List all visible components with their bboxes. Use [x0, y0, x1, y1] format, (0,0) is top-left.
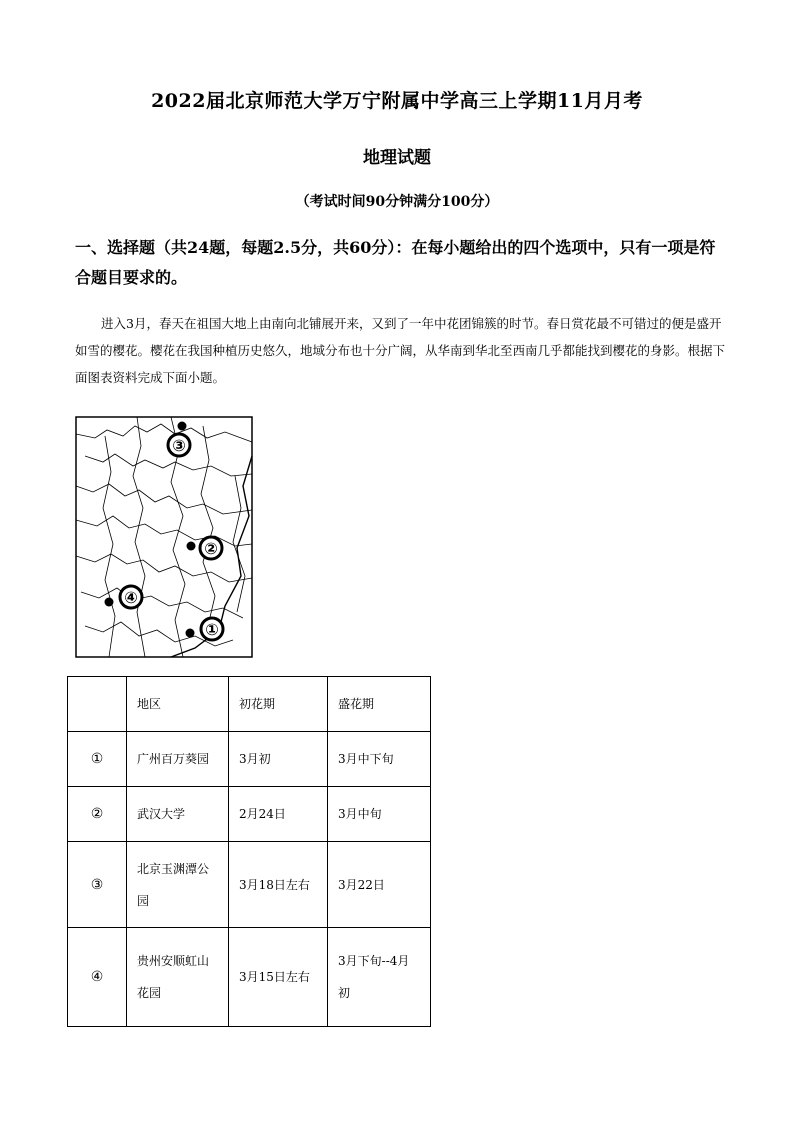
first-bloom-cell: 3月18日左右 — [229, 842, 328, 928]
region-cell: 北京玉渊潭公园 — [127, 842, 229, 928]
marker-label-2: ② — [204, 539, 218, 558]
marker-label-3: ③ — [172, 436, 186, 455]
question-passage: 进入3月，春天在祖国大地上由南向北铺展开来，又到了一年中花团锦簇的时节。春日赏花最不可错过的便是盛开如雪的樱花。樱花在我国种植历史悠久，地域分布也十分广阔，从华南到华北至西南几乎都能找到樱花的身影。根据下面图表资料完成下面小题。 — [75, 316, 726, 385]
sakura-bloom-table — [67, 676, 431, 1027]
row-number: ① — [68, 732, 127, 787]
row-number: ④ — [68, 928, 127, 1027]
header-cell: 盛花期 — [328, 677, 431, 732]
full-bloom-cell: 3月中旬 — [328, 787, 431, 842]
row-number: ② — [68, 787, 127, 842]
china-map-figure — [75, 416, 253, 658]
full-bloom-cell: 3月中下旬 — [328, 732, 431, 787]
table-row — [68, 928, 431, 1027]
exam-info: （考试时间90分钟满分100分） — [295, 194, 499, 210]
table-header-row — [68, 677, 431, 732]
header-cell — [68, 677, 127, 732]
full-bloom-cell: 3月下旬--4月初 — [328, 928, 431, 1027]
header-cell: 初花期 — [229, 677, 328, 732]
first-bloom-cell: 2月24日 — [229, 787, 328, 842]
page-title: 2022届北京师范大学万宁附属中学高三上学期11月月考 — [151, 90, 643, 112]
header-cell: 地区 — [127, 677, 229, 732]
marker-label-1: ① — [205, 620, 219, 639]
region-cell: 贵州安顺虹山花园 — [127, 928, 229, 1027]
table-row — [68, 787, 431, 842]
table-row — [68, 842, 431, 928]
row-number: ③ — [68, 842, 127, 928]
first-bloom-cell: 3月初 — [229, 732, 328, 787]
marker-label-4: ④ — [124, 588, 138, 607]
region-cell: 广州百万葵园 — [127, 732, 229, 787]
region-cell: 武汉大学 — [127, 787, 229, 842]
section-heading: 一、选择题（共24题，每题2.5分，共60分）：在每小题给出的四个选项中，只有一项是符合题目要求的。 — [75, 238, 716, 287]
table-row — [68, 732, 431, 787]
first-bloom-cell: 3月15日左右 — [229, 928, 328, 1027]
subject-title: 地理试题 — [363, 148, 431, 168]
full-bloom-cell: 3月22日 — [328, 842, 431, 928]
